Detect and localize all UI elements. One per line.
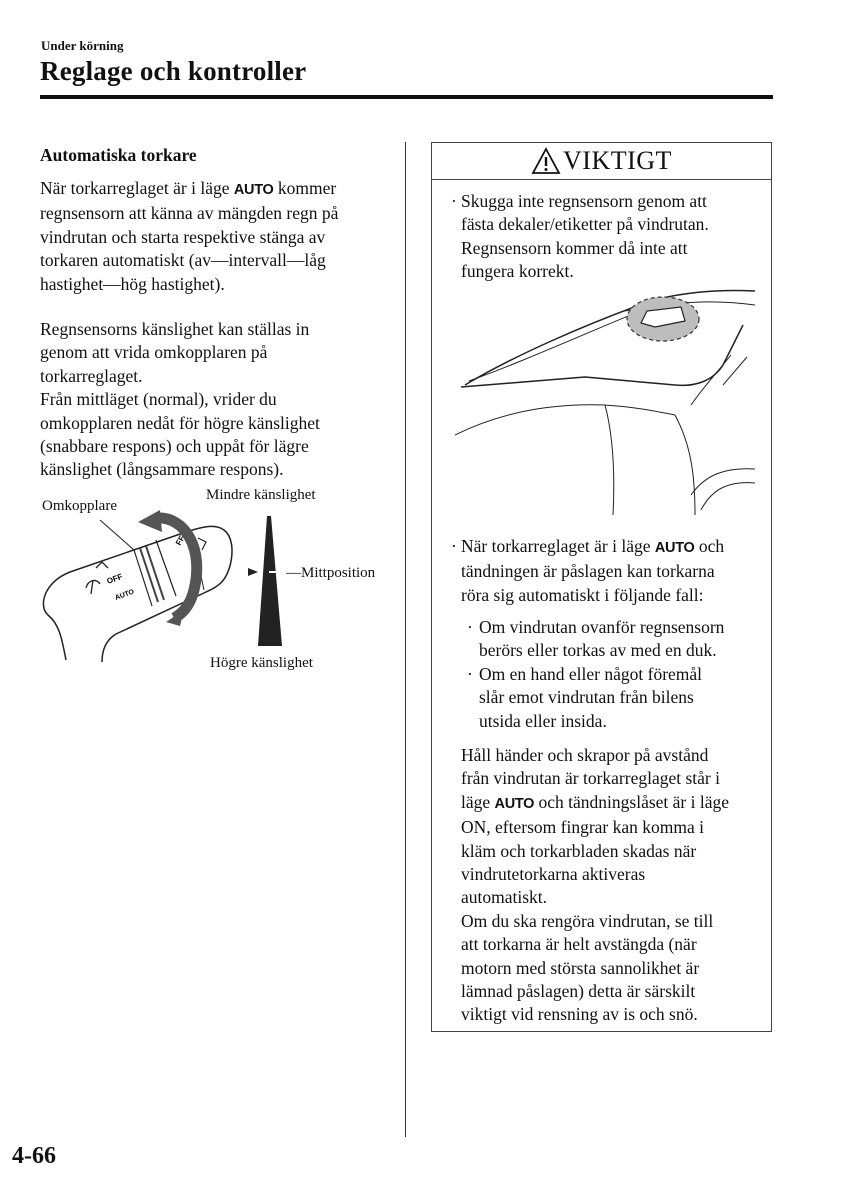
text-line: omkopplaren nedåt för högre känslighet (40, 412, 320, 433)
text-line: Om en hand eller något föremål (479, 664, 703, 684)
text-line: viktigt vid rensning av is och snö. (461, 1004, 698, 1025)
bullet-dot: · (467, 664, 473, 684)
text-line: Regnsensorns känslighet kan ställas in (40, 319, 310, 339)
auto-label: AUTO (654, 540, 695, 556)
title-rule (40, 95, 773, 99)
text-line: utsida eller insida. (479, 710, 607, 731)
warning-paragraph-hands (461, 744, 769, 1027)
auto-label: AUTO (233, 182, 274, 198)
text-line: fungera korrekt. (461, 261, 574, 282)
text-line: vindrutan och starta respektive stänga av (40, 226, 326, 247)
switch-label: Omkopplare (42, 498, 117, 514)
text-line: att torkarna är helt avstängda (när (461, 934, 697, 955)
lever-ff-text: FF (173, 534, 187, 547)
text-line: Skugga inte regnsensorn genom att (461, 191, 707, 211)
paragraph-sensitivity (40, 318, 390, 482)
text-line: hastighet—hög hastighet). (40, 273, 225, 294)
wiper-lever-illustration (36, 510, 396, 670)
text-line: Från mittläget (normal), vrider du (40, 389, 277, 410)
text-line: torkarreglaget. (40, 365, 143, 386)
text-line: regnsensorn att känna av mängden regn på (40, 203, 339, 224)
subheading-automatic-wipers: Automatiska torkare (40, 145, 197, 165)
page-title: Reglage och kontroller (40, 56, 307, 86)
text-line: fästa dekaler/etiketter på vindrutan. (461, 214, 709, 235)
text-line: från vindrutan är torkarreglaget står i (461, 768, 720, 789)
text-line: slår emot vindrutan från bilens (479, 687, 694, 708)
warning-bullet-sticker (461, 190, 766, 284)
page-number: 4-66 (12, 1143, 56, 1169)
warning-subbullet-impact (479, 663, 767, 733)
text-line: (snabbare respons) och uppåt för lägre (40, 436, 309, 457)
text-line: Om vindrutan ovanför regnsensorn (479, 617, 725, 637)
text-line: Om du ska rengöra vindrutan, se till (461, 910, 714, 931)
lever-auto-text: AUTO (114, 588, 136, 602)
text-line: Håll händer och skrapor på avstånd (461, 745, 709, 765)
text-line: tändningen är påslagen kan torkarna (461, 561, 715, 582)
bullet-dot: · (451, 191, 457, 211)
text-line: röra sig automatiskt i följande fall: (461, 584, 704, 605)
paragraph-auto-mode (40, 177, 390, 296)
column-divider (405, 142, 406, 1137)
text-line: ON, eftersom fingrar kan komma i (461, 817, 704, 838)
text-line: berörs eller torkas av med en duk. (479, 640, 717, 661)
warning-subbullet-touch (479, 616, 767, 663)
more-sensitivity-label: Högre känslighet (210, 655, 313, 671)
section-label: Under körning (41, 38, 124, 53)
warning-header (431, 142, 772, 180)
text-line: kläm och torkarbladen skadas när (461, 840, 697, 861)
lever-off-text: OFF (105, 571, 124, 586)
text-line: Regnsensorn kommer då inte att (461, 237, 688, 258)
text-line: känslighet (långsammare respons). (40, 459, 284, 480)
less-sensitivity-label: Mindre känslighet (206, 487, 316, 503)
text-line: När torkarreglaget är i läge AUTO kommer (40, 178, 337, 198)
text-line: lämnad påslagen) detta är särskilt (461, 981, 696, 1002)
text-line: genom att vrida omkopplaren på (40, 342, 268, 363)
auto-label: AUTO (494, 795, 535, 812)
bullet-dot: · (451, 536, 457, 556)
warning-triangle-icon (531, 147, 561, 175)
text-line: torkaren automatiskt (av—intervall—låg (40, 250, 326, 271)
text-line: motorn med största sannolikhet är (461, 957, 700, 978)
warning-title: VIKTIGT (563, 145, 672, 175)
bullet-dot: · (467, 617, 473, 637)
text-line: automatiskt. (461, 887, 548, 908)
text-line: vindrutetorkarna aktiveras (461, 864, 646, 885)
middle-position-label: —Mittposition (286, 565, 376, 581)
text-line: läge AUTO och tändningslåset är i läge (461, 791, 730, 812)
windshield-sensor-illustration (455, 285, 755, 520)
text-line: När torkarreglaget är i läge AUTO och (461, 536, 725, 556)
warning-bullet-auto-mode (461, 535, 766, 607)
